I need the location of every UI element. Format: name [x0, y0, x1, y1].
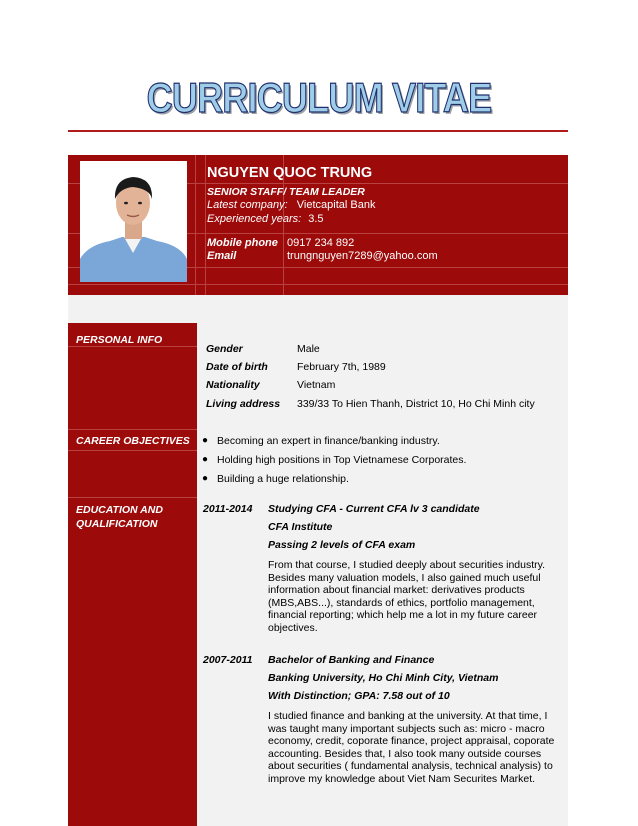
- education-years: 2007-2011: [203, 654, 253, 666]
- education-note: With Distinction; GPA: 7.58 out of 10: [268, 690, 450, 702]
- address-label: Living address: [206, 398, 281, 410]
- profile-photo: [80, 161, 187, 282]
- education-description: From that course, I studied deeply about securities industry. Besides many valuation models, I also gained much useful information about financial market: derivatives products (MBS,ABS...), standards of ethics, portfolio management, financial reporting; which help me a lot in my future career objectives.: [268, 559, 546, 634]
- candidate-name: NGUYEN QUOC TRUNG: [207, 165, 373, 181]
- email-label: Email: [207, 250, 237, 262]
- mobile-row: [207, 237, 355, 249]
- section-label-education: [76, 503, 163, 531]
- latest-company: [207, 199, 375, 211]
- document-title: CURRICULUM VITAE: [146, 74, 492, 121]
- experience-value: 3.5: [308, 213, 324, 225]
- gender-value: Male: [297, 343, 320, 355]
- nationality-label: Nationality: [206, 379, 260, 391]
- dob-label: Date of birth: [206, 361, 268, 373]
- bullet-icon: ●: [202, 473, 209, 484]
- header-panel: [68, 155, 568, 295]
- company-value: Vietcapital Bank: [296, 199, 376, 211]
- mobile-value: 0917 234 892: [287, 237, 355, 249]
- title-rule: [68, 130, 568, 132]
- experience: [207, 213, 324, 225]
- education-description: I studied finance and banking at the university. At that time, I was taught many important subjects such as: micro - macro economy, credit, coporate finance, project appraisal, coporate accounting. Besides that, I also took many outside courses about securities ( fundamental analysis, technical analysis) to improve my knowledge about Viet Nam Securites Market.: [268, 710, 555, 785]
- education-note: Passing 2 levels of CFA exam: [268, 539, 416, 551]
- experience-label: Experienced years:: [207, 213, 302, 225]
- address-value: 339/33 To Hien Thanh, District 10, Ho Chi Minh city: [297, 398, 535, 410]
- section-label-career-objectives: CAREER OBJECTIVES: [76, 435, 190, 447]
- company-label: Latest company:: [207, 199, 288, 211]
- gender-label: Gender: [206, 343, 243, 355]
- section-label-education-line2: QUALIFICATION: [76, 518, 158, 530]
- bullet-icon: ●: [202, 454, 209, 465]
- nationality-value: Vietnam: [297, 379, 336, 391]
- section-label-personal-info: PERSONAL INFO: [76, 334, 163, 346]
- email-value: trungnguyen7289@yahoo.com: [287, 250, 438, 262]
- education-years: 2011-2014: [203, 503, 253, 515]
- objective-item: Holding high positions in Top Vietnamese Corporates.: [217, 454, 467, 466]
- education-institution: Banking University, Ho Chi Minh City, Vietnam: [268, 672, 499, 684]
- dob-value: February 7th, 1989: [297, 361, 386, 373]
- education-title: Bachelor of Banking and Finance: [268, 654, 435, 666]
- separator-band: [68, 295, 568, 323]
- email-row: [207, 250, 438, 262]
- education-institution: CFA Institute: [268, 521, 333, 533]
- bullet-icon: ●: [202, 435, 209, 446]
- education-title: Studying CFA - Current CFA lv 3 candidate: [268, 503, 480, 515]
- position-title: SENIOR STAFF/ TEAM LEADER: [207, 186, 365, 198]
- objective-item: Building a huge relationship.: [217, 473, 349, 485]
- section-label-education-line1: EDUCATION AND: [76, 504, 163, 516]
- objective-item: Becoming an expert in finance/banking industry.: [217, 435, 440, 447]
- mobile-label: Mobile phone: [207, 237, 278, 249]
- section-label-column: [68, 323, 197, 826]
